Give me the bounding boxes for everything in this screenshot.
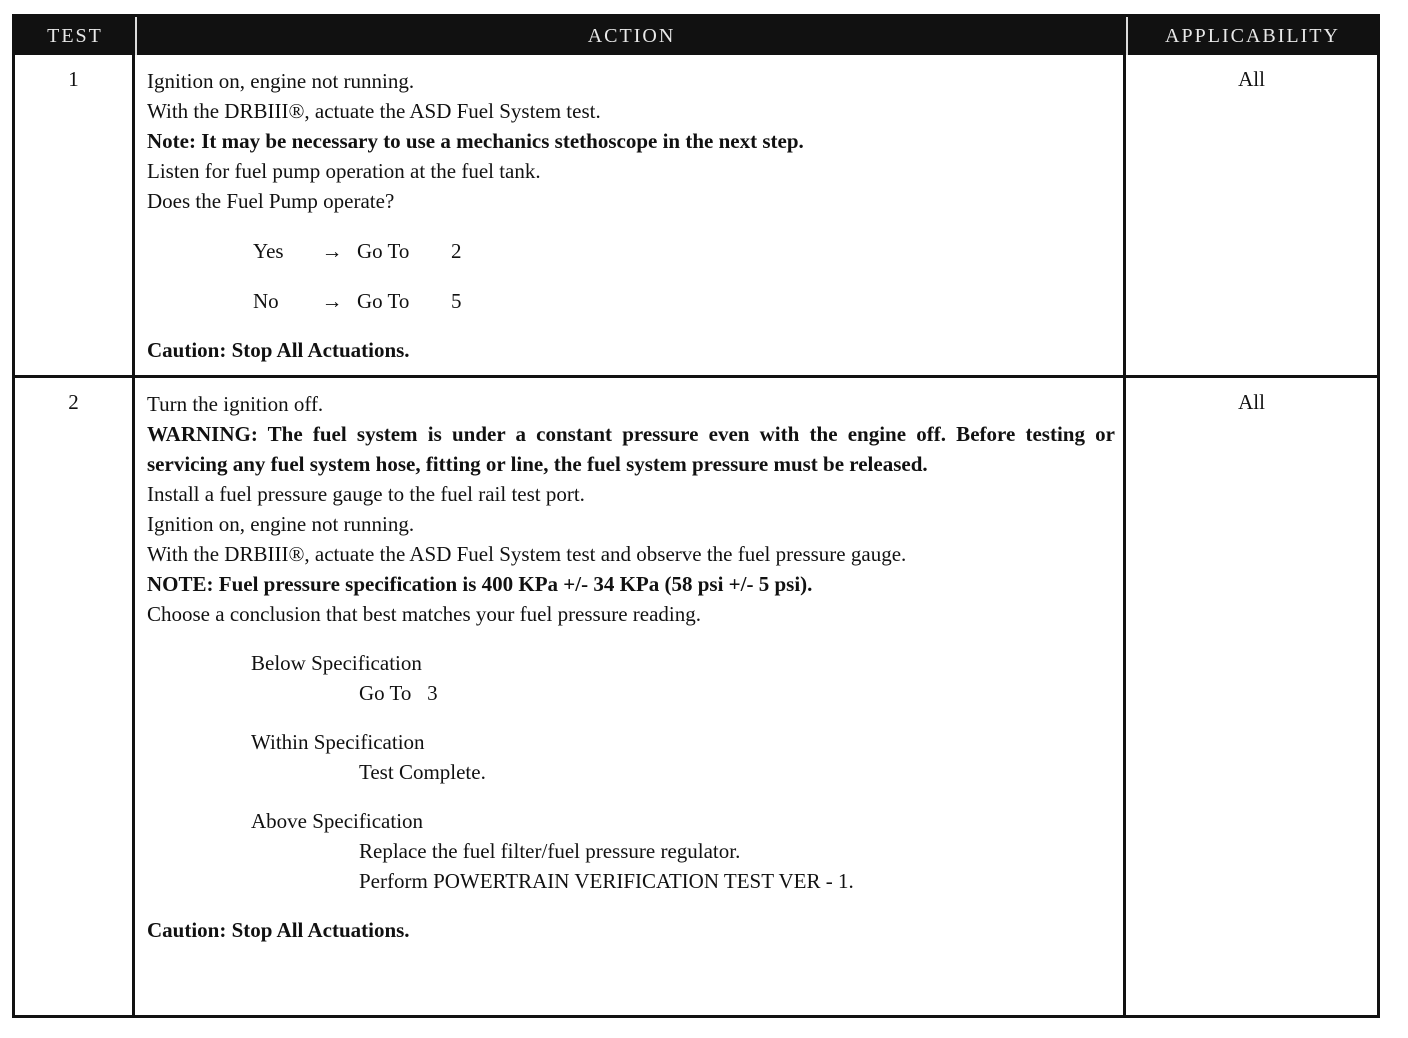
choice-target: 5 (451, 289, 462, 313)
option-below-result: Go To 3 (359, 681, 438, 705)
header-test: TEST (15, 17, 135, 55)
row2-test-number: 2 (15, 378, 135, 1015)
row2-caution: Caution: Stop All Actuations. (147, 918, 410, 942)
option-below-label: Below Specification (251, 651, 422, 675)
row2-intro: Turn the ignition off. (147, 392, 324, 416)
row1-action (135, 55, 1126, 378)
diagnostic-table (12, 14, 1380, 1018)
choice-answer: No (253, 289, 279, 313)
row2-choose: Choose a conclusion that best matches your fuel pressure reading. (147, 602, 702, 626)
row2-action (135, 378, 1126, 1015)
row1-test-number: 1 (15, 55, 135, 378)
choice-goto: Go To (357, 289, 410, 313)
choice-target: 2 (451, 239, 462, 263)
row2-warning: WARNING: The fuel system is under a constant pressure even with the engine off. Before testing or servicing any fuel system hose, fitting or line, the fuel system pressure must be released. (147, 422, 1115, 476)
choice-answer: Yes (253, 239, 284, 263)
choice-yes (253, 236, 1115, 266)
choice-goto: Go To (357, 239, 410, 263)
row2-applicability: All (1238, 390, 1265, 414)
row1-line: Ignition on, engine not running. (147, 69, 415, 93)
header-applicability: APPLICABILITY (1126, 17, 1377, 55)
option-above-result: Replace the fuel filter/fuel pressure regulator. (359, 839, 741, 863)
row2-line: Install a fuel pressure gauge to the fuel rail test port. (147, 482, 585, 506)
row1-note: Note: It may be necessary to use a mechanics stethoscope in the next step. (147, 129, 804, 153)
option-above-label: Above Specification (251, 809, 424, 833)
arrow-icon: → (321, 239, 343, 263)
option-above-result: Perform POWERTRAIN VERIFICATION TEST VER - 1. (359, 869, 854, 893)
arrow-icon: → (321, 289, 343, 313)
row2-line: With the DRBIII®, actuate the ASD Fuel System test and observe the fuel pressure gauge. (147, 542, 907, 566)
row2-note: NOTE: Fuel pressure specification is 400 KPa +/- 34 KPa (58 psi +/- 5 psi). (147, 572, 813, 596)
option-within-result: Test Complete. (359, 760, 486, 784)
row1-applicability: All (1126, 55, 1377, 378)
option-within-label: Within Specification (251, 730, 425, 754)
row1-line: With the DRBIII®, actuate the ASD Fuel System test. (147, 99, 601, 123)
row1-line: Listen for fuel pump operation at the fuel tank. (147, 159, 541, 183)
choice-no (253, 286, 1115, 316)
header-action: ACTION (135, 17, 1126, 55)
row1-caution: Caution: Stop All Actuations. (147, 338, 410, 362)
row1-line: Does the Fuel Pump operate? (147, 189, 395, 213)
row2-line: Ignition on, engine not running. (147, 512, 415, 536)
